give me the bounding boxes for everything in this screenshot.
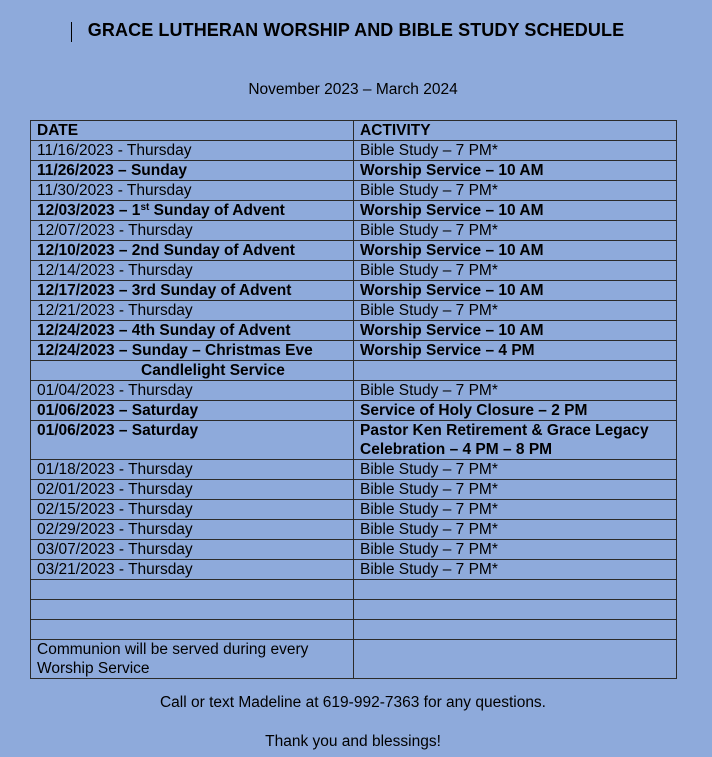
activity-cell: Worship Service – 10 AM	[354, 161, 677, 181]
table-row	[31, 181, 677, 201]
table-row	[31, 241, 677, 261]
table-row	[31, 560, 677, 580]
date-range-subtitle: November 2023 – March 2024	[248, 81, 458, 98]
date-text: 12/03/2023 – 1	[37, 202, 141, 219]
table-row	[31, 341, 677, 361]
table-row	[31, 221, 677, 241]
date-cell: 03/07/2023 - Thursday	[31, 540, 354, 560]
activity-cell: Service of Holy Closure – 2 PM	[354, 401, 677, 421]
activity-cell: Pastor Ken Retirement & Grace Legacy Celebration – 4 PM – 8 PM	[354, 421, 677, 460]
table-row	[31, 540, 677, 560]
date-cell: 01/04/2023 - Thursday	[31, 381, 354, 401]
column-header-activity: ACTIVITY	[354, 121, 677, 141]
activity-cell: Bible Study – 7 PM*	[354, 141, 677, 161]
table-row	[31, 281, 677, 301]
date-cell: 01/18/2023 - Thursday	[31, 460, 354, 480]
empty-table-row	[31, 580, 677, 600]
activity-cell	[354, 640, 677, 679]
date-cell: 11/26/2023 – Sunday	[31, 161, 354, 181]
activity-cell: Worship Service – 10 AM	[354, 241, 677, 261]
date-cell: 01/06/2023 – Saturday	[31, 421, 354, 460]
activity-cell: Bible Study – 7 PM*	[354, 520, 677, 540]
activity-cell: Worship Service – 10 AM	[354, 281, 677, 301]
date-cell: 12/07/2023 - Thursday	[31, 221, 354, 241]
date-cell: 02/29/2023 - Thursday	[31, 520, 354, 540]
table-row	[31, 460, 677, 480]
activity-cell	[354, 361, 677, 381]
activity-cell: Bible Study – 7 PM*	[354, 301, 677, 321]
table-row	[31, 201, 677, 221]
table-row	[31, 261, 677, 281]
activity-cell: Bible Study – 7 PM*	[354, 221, 677, 241]
activity-cell: Bible Study – 7 PM*	[354, 261, 677, 281]
empty-table-row	[31, 620, 677, 640]
activity-cell: Bible Study – 7 PM*	[354, 181, 677, 201]
date-cell: 11/30/2023 - Thursday	[31, 181, 354, 201]
table-header-row	[31, 121, 677, 141]
table-row	[31, 480, 677, 500]
empty-table-row	[31, 600, 677, 620]
communion-note-row	[31, 640, 677, 679]
activity-cell: Bible Study – 7 PM*	[354, 560, 677, 580]
activity-cell: Worship Service – 10 AM	[354, 321, 677, 341]
column-header-date: DATE	[31, 121, 354, 141]
table-row	[31, 381, 677, 401]
activity-cell: Bible Study – 7 PM*	[354, 500, 677, 520]
activity-cell	[354, 620, 677, 640]
contact-note: Call or text Madeline at 619-992-7363 for any questions.	[159, 694, 546, 711]
activity-cell: Bible Study – 7 PM*	[354, 480, 677, 500]
date-cell-continuation: Candlelight Service	[31, 361, 354, 381]
date-cell: 12/24/2023 – Sunday – Christmas Eve	[31, 341, 354, 361]
table-row	[31, 421, 677, 460]
table-row	[31, 361, 677, 381]
date-cell	[31, 580, 354, 600]
date-cell: 12/14/2023 - Thursday	[31, 261, 354, 281]
date-cell: 12/17/2023 – 3rd Sunday of Advent	[31, 281, 354, 301]
date-cell: 02/15/2023 - Thursday	[31, 500, 354, 520]
table-row	[31, 321, 677, 341]
activity-cell: Bible Study – 7 PM*	[354, 460, 677, 480]
activity-cell	[354, 580, 677, 600]
schedule-table	[30, 120, 677, 679]
date-cell: 12/10/2023 – 2nd Sunday of Advent	[31, 241, 354, 261]
date-cell: 12/24/2023 – 4th Sunday of Advent	[31, 321, 354, 341]
date-cell: 02/01/2023 - Thursday	[31, 480, 354, 500]
date-cell: 11/16/2023 - Thursday	[31, 141, 354, 161]
page-title: GRACE LUTHERAN WORSHIP AND BIBLE STUDY SCHEDULE	[87, 20, 625, 40]
activity-cell	[354, 600, 677, 620]
table-row	[31, 141, 677, 161]
date-cell: 01/06/2023 – Saturday	[31, 401, 354, 421]
table-row	[31, 520, 677, 540]
activity-cell: Worship Service – 4 PM	[354, 341, 677, 361]
thanks-note: Thank you and blessings!	[265, 733, 441, 750]
table-row	[31, 161, 677, 181]
date-cell: 12/21/2023 - Thursday	[31, 301, 354, 321]
table-row	[31, 301, 677, 321]
date-text-suffix: Sunday of Advent	[149, 202, 285, 219]
communion-note: Communion will be served during every Worship Service	[31, 640, 354, 679]
activity-cell: Worship Service – 10 AM	[354, 201, 677, 221]
table-row	[31, 500, 677, 520]
activity-cell: Bible Study – 7 PM*	[354, 381, 677, 401]
date-cell	[31, 201, 354, 221]
date-cell	[31, 620, 354, 640]
date-cell: 03/21/2023 - Thursday	[31, 560, 354, 580]
table-row	[31, 401, 677, 421]
date-cell	[31, 600, 354, 620]
ordinal-superscript: st	[140, 202, 150, 213]
activity-cell: Bible Study – 7 PM*	[354, 540, 677, 560]
